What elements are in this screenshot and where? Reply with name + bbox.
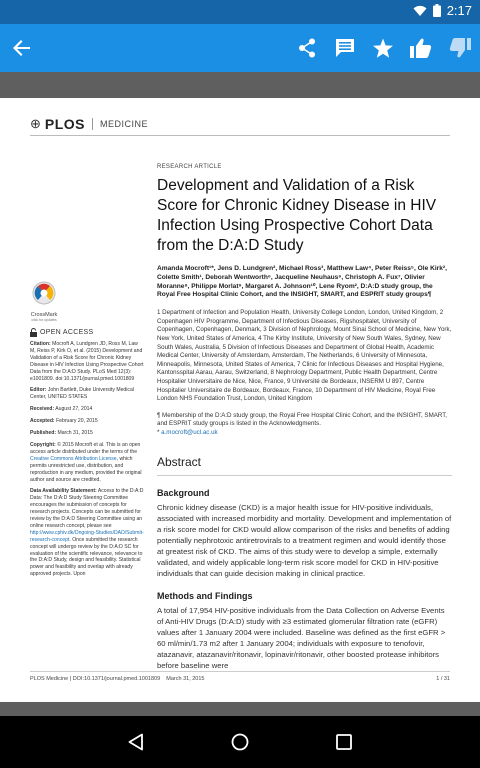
methods-heading: Methods and Findings: [157, 590, 253, 601]
abstract-heading: Abstract: [157, 454, 202, 469]
like-button[interactable]: [401, 24, 441, 72]
author-list: Amanda Mocroft¹*, Jens D. Lundgren², Michael Ross³, Matthew Law⁴, Peter Reiss⁵, Ole Kirk², Colette Smith¹, Deborah Wentworth⁶, Jacqueline Neuhaus⁶, Christoph A. Fux⁷, Olivier Moranne⁸, Philippe Morlat⁹, Margaret A. Johnson¹⁰, Lene Ryom², D:A:D study group, the Royal Free Hospital Clinic Cohort, and the INSIGHT, SMART, and ESPRIT study groups¶: [157, 265, 447, 299]
viewer-margin-top: [0, 72, 480, 98]
crossmark-icon: [30, 281, 58, 307]
copyright: Copyright: © 2015 Mocroft et al. This is an open access article distributed under the terms of the Creative Commons Attribution License, which permits unrestricted use, distribution, and reproduction in any medium, provided the original author and source are credited.: [30, 441, 142, 483]
journal-name: MEDICINE: [100, 119, 149, 129]
comment-button[interactable]: [325, 24, 365, 72]
crossmark-label: CrossMark: [30, 312, 58, 318]
nav-recents-button[interactable]: [314, 716, 374, 768]
article-type: RESEARCH ARTICLE: [157, 164, 222, 170]
journal-logo: [30, 116, 148, 132]
status-icons: [413, 3, 472, 18]
article-metadata: [30, 341, 144, 583]
abstract-rule: [157, 475, 452, 476]
viewer-margin-bottom: [0, 702, 480, 716]
accepted-date: Accepted: February 20, 2015: [30, 418, 98, 425]
nav-home-button[interactable]: [210, 716, 270, 768]
share-button[interactable]: [287, 24, 327, 72]
crossmark-sub: click for updates: [31, 318, 57, 322]
triangle-back-icon: [128, 733, 144, 751]
methods-text: A total of 17,954 HIV-positive individuals from the Data Collection on Adverse Events of Anti-HIV Drugs (D:A:D) study with ≥3 estimated glomerular filtration rate (eGFR) values after 1 January 2004 were included. Baseline was defined as the first eGFR > 60 ml/min/1.73 m2 after 1 January 2004; individuals with exposure to tenofovir, atazanavir, atazanavir/ritonavir, lopinavir/ritonavir, other boosted protease inhibitors before baseline were: [157, 605, 446, 670]
license-link[interactable]: Creative Commons Attribution License: [30, 455, 117, 462]
editor: Editor: John Bartlett, Duke University Medical Center, UNITED STATES: [30, 387, 134, 401]
dislike-button[interactable]: [440, 24, 480, 72]
background-heading: Background: [157, 487, 210, 498]
app-bar: [0, 24, 480, 72]
page-number: 1 / 31: [436, 676, 450, 682]
membership-note: ¶ Membership of the D:A:D study group, the Royal Free Hospital Clinic Cohort, and the INSIGHT, SMART, and ESPRIT study groups is listed in the Acknowledgments. * a.mocroft@ucl.ac.uk: [157, 411, 448, 436]
logo-divider: [92, 118, 93, 130]
nav-back-button[interactable]: [106, 716, 166, 768]
page-footer: [30, 676, 450, 682]
unlock-icon: [30, 328, 37, 337]
favorite-button[interactable]: [363, 24, 403, 72]
circle-home-icon: [231, 733, 249, 751]
open-access-label: OPEN ACCESS: [30, 328, 93, 337]
status-bar: [0, 0, 480, 24]
thumb-up-icon: [410, 38, 432, 58]
article-main: [157, 164, 452, 671]
background-text: Chronic kidney disease (CKD) is a major health issue for HIV-positive individuals, associated with increased morbidity and mortality. Development and implementation of a risk score model for CKD would allow comparison of the risks and benefits of adding potentially nephrotoxic antiretrovirals to a treatment regimen and would identify those at greatest risk of CKD. The aims of this study were to develop a simple, externally validated, and widely applicable long-term risk score model for CKD in HIV-positive individuals that can guide decision making in clinical practice.: [157, 502, 452, 578]
square-recents-icon: [336, 734, 352, 750]
data-link[interactable]: http://www.cphiv.dk/Ongoing-Studies/DAD/Submit-research-concept: [30, 529, 144, 543]
arrow-back-icon: [13, 39, 31, 57]
header-rule: [30, 135, 450, 136]
battery-icon: [433, 4, 441, 17]
affiliations: 1 Department of Infection and Population Health, University College London, London, United Kingdom, 2 Copenhagen HIV Programme, Department of Infectious Diseases, Rigshospitalet, University of Copenhagen, Copenhagen, Denmark, 3 Division of Nephrology, Mount Sinai School of Medicine, New York, New York, United States of America, 4 The Kirby Institute, University of New South Wales, Sydney, New South Wales, Australia, 5 Division of Infectious Diseases and Department of Global Health, Academic Medical Center, University of Amsterdam, Amsterdam, The Netherlands, 6 University of Minnesota, Minneapolis, Minnesota, United States of America, 7 Clinic for Infectious Diseases and Hospital Hygiene, Kantonsspital Aarau, Aarau, Switzerland, 8 Nephrology Department, Public Health Department, Centre Hospitalier Universitaire de Nice, Nice, France, 9 Université de Bordeaux, INSERM U 897, Centre Hospitalier Universitaire de Bordeaux, Bordeaux, France, 10 Department of HIV Medicine, Royal Free London NHS Foundation Trust, London, United Kingdom: [157, 309, 452, 403]
published-date: Published: March 31, 2015: [30, 430, 93, 437]
wifi-icon: [413, 5, 427, 17]
received-date: Received: August 27, 2014: [30, 406, 93, 413]
back-button[interactable]: [2, 24, 42, 72]
status-time: 2:17: [446, 3, 472, 18]
comment-icon: [335, 38, 355, 58]
email-link[interactable]: a.mocroft@ucl.ac.uk: [161, 428, 218, 436]
crossmark-badge[interactable]: [30, 281, 58, 322]
pdf-page[interactable]: [0, 98, 480, 702]
star-icon: [372, 38, 394, 59]
thumb-down-icon: [449, 38, 471, 58]
navigation-bar: [0, 716, 480, 768]
data-availability: Data Availability Statement: Access to the D:A:D Data: The D:A:D Study Steering Committee encourages the submission of concepts for research projects. Concepts can be submitted for review by the D:A:D Steering Committee using an online research concept, please see http://www.cphiv.dk/Ongoing-Studies/DAD/Submit-research-concept. Once submitted the research concept will undergo review by the D:A:D SC for evaluation of the scientific relevance, relevance to the D:A:D Study, design and feasibility. Statistical power and feasibility and overlap with already approved projects. Upon: [30, 488, 144, 578]
citation: Citation: Mocroft A, Lundgren JD, Ross M, Law M, Reiss P, Kirk O, et al. (2015) Development and Validation of a Risk Score for Chronic Kidney Disease in HIV Infection Using Prospective Cohort Data from the D:A:D Study. PLoS Med 12(3): e1001809. doi:10.1371/journal.pmed.1001809: [30, 341, 144, 382]
journal-word: PLOS: [44, 116, 86, 132]
article-title: Development and Validation of a Risk Score for Chronic Kidney Disease in HIV Infection Using Prospective Cohort Data from the D:A:D Study: [157, 177, 437, 254]
footer-citation: PLOS Medicine | DOI:10.1371/journal.pmed.1001809 March 31, 2015: [30, 676, 205, 682]
plos-mark-icon: ⊕: [30, 116, 41, 131]
share-icon: [298, 38, 316, 58]
footer-rule: [30, 671, 450, 672]
